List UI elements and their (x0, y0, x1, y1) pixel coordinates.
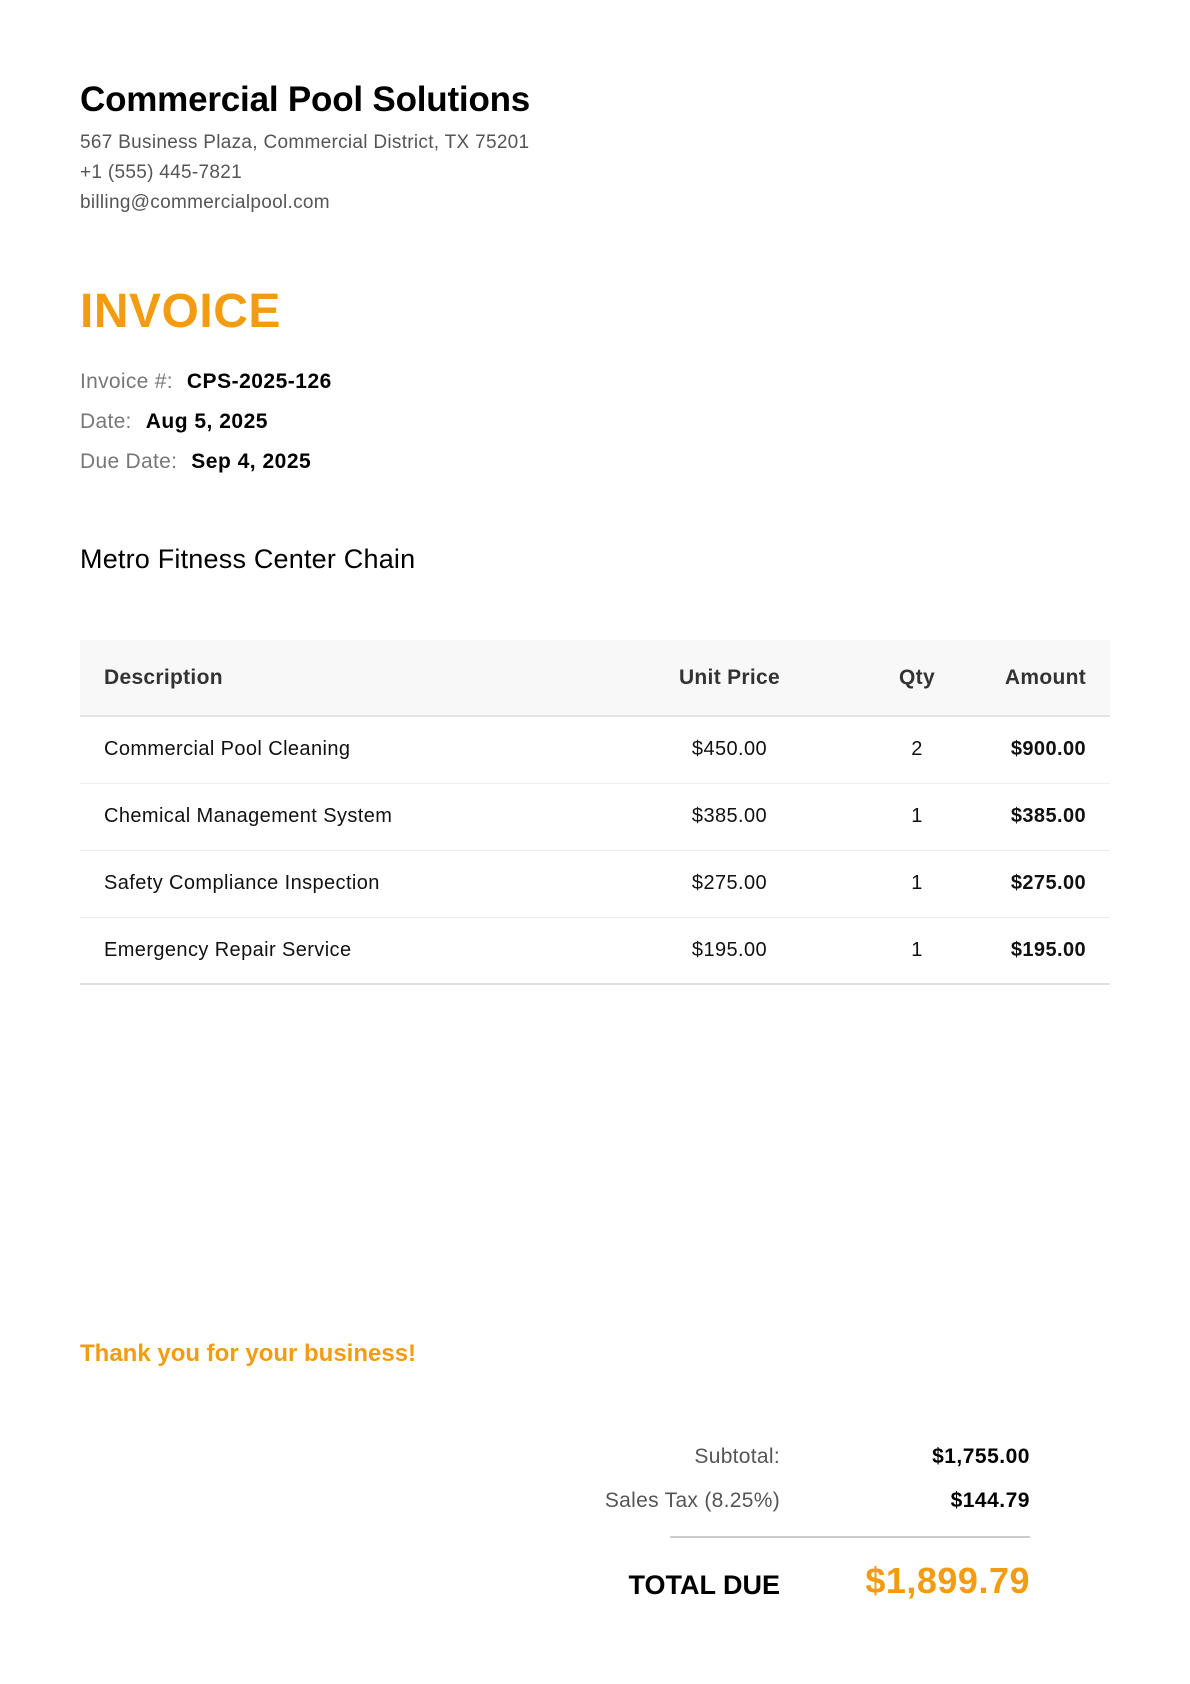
total-due-row (600, 1560, 1030, 1610)
row-unit-price: $275.00 (691, 872, 768, 894)
company-name: Commercial Pool Solutions (80, 80, 531, 119)
invoice-number-row (80, 370, 332, 394)
table-row (80, 917, 1110, 984)
invoice-number-label: Invoice #: (80, 370, 173, 393)
row-description: Safety Compliance Inspection (104, 872, 380, 894)
invoice-page (80, 0, 1110, 1684)
line-items-table (80, 640, 1110, 985)
header-unit-price: Unit Price (678, 665, 780, 689)
invoice-date: Aug 5, 2025 (145, 410, 268, 433)
subtotal-row (600, 1445, 1030, 1475)
row-unit-price: $385.00 (691, 805, 768, 827)
table-row (80, 716, 1110, 783)
row-amount: $275.00 (1010, 872, 1086, 894)
table-header-row (80, 640, 1110, 716)
invoice-title: INVOICE (80, 285, 281, 338)
row-description: Commercial Pool Cleaning (104, 738, 351, 761)
company-address: 567 Business Plaza, Commercial District, TX 75201 (80, 132, 530, 153)
header-description: Description (104, 665, 223, 689)
invoice-date-label: Date: (80, 410, 132, 433)
invoice-number: CPS-2025-126 (186, 370, 332, 393)
row-qty: 1 (911, 805, 923, 827)
invoice-due-date-row (80, 450, 311, 474)
subtotal-label: Subtotal: (694, 1445, 780, 1468)
row-amount: $900.00 (1010, 738, 1086, 761)
row-description: Emergency Repair Service (104, 938, 352, 961)
row-amount: $385.00 (1010, 805, 1086, 827)
thank-you-note: Thank you for your business! (80, 1340, 417, 1367)
subtotal-value: $1,755.00 (932, 1445, 1030, 1468)
total-due-value: $1,899.79 (865, 1560, 1030, 1601)
row-description: Chemical Management System (104, 805, 393, 827)
header-amount: Amount (1004, 665, 1086, 689)
invoice-due-date: Sep 4, 2025 (191, 450, 312, 473)
row-unit-price: $195.00 (691, 938, 768, 961)
row-amount: $195.00 (1010, 938, 1086, 961)
total-due-label: TOTAL DUE (628, 1570, 780, 1600)
row-unit-price: $450.00 (691, 738, 768, 761)
company-phone: +1 (555) 445-7821 (80, 162, 242, 183)
header-qty: Qty (899, 665, 935, 689)
table-row (80, 850, 1110, 917)
client-name: Metro Fitness Center Chain (80, 544, 416, 574)
row-qty: 1 (911, 872, 923, 894)
row-qty: 2 (911, 738, 923, 761)
row-qty: 1 (911, 938, 923, 961)
table-row (80, 783, 1110, 850)
sales-tax-value: $144.79 (950, 1489, 1030, 1512)
invoice-due-date-label: Due Date: (80, 450, 178, 473)
totals-divider (670, 1536, 1030, 1538)
sales-tax-row (600, 1489, 1030, 1519)
company-email: billing@commercialpool.com (80, 192, 330, 213)
invoice-date-row (80, 410, 268, 434)
sales-tax-label: Sales Tax (8.25%) (604, 1489, 780, 1512)
